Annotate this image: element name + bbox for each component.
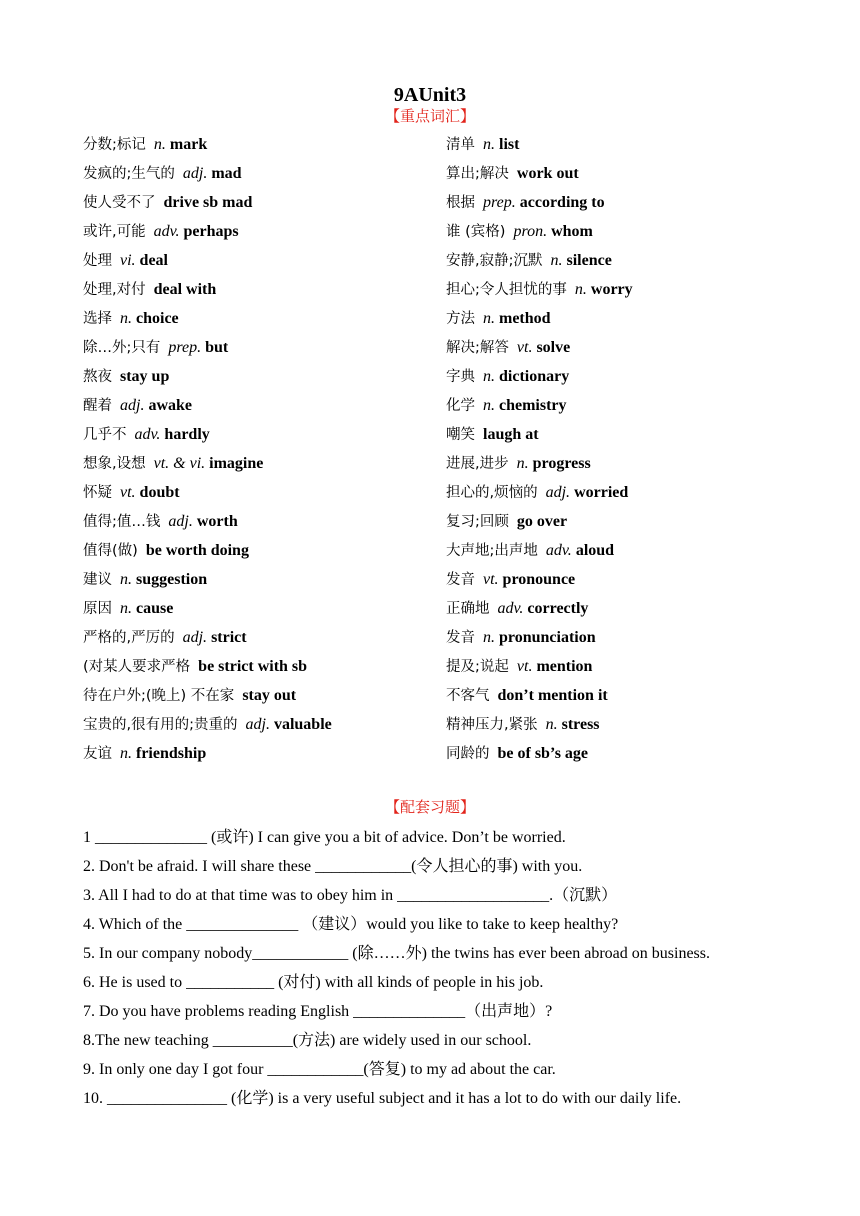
- vocab-part-of-speech: adj.: [545, 484, 571, 501]
- vocab-chinese: 字典: [446, 369, 475, 385]
- vocab-english: aloud: [575, 542, 615, 559]
- vocab-english: work out: [516, 165, 579, 182]
- vocab-entry: [446, 308, 826, 337]
- vocab-chinese: 怀疑: [83, 485, 112, 501]
- vocab-entry: [446, 569, 826, 598]
- vocab-part-of-speech: adj.: [120, 397, 145, 414]
- vocab-english: drive sb mad: [163, 194, 253, 211]
- vocab-part-of-speech: vi.: [120, 252, 136, 269]
- exercise-item: 9. In only one day I got four ____________(答复) to my ad about the car.: [83, 1061, 556, 1078]
- vocab-entry: [83, 424, 453, 453]
- vocab-entry: [446, 482, 826, 511]
- vocab-chinese: 或许,可能: [83, 224, 146, 240]
- vocab-part-of-speech: adv.: [497, 600, 524, 617]
- vocab-part-of-speech: n.: [516, 455, 529, 472]
- vocab-entry: [446, 685, 826, 714]
- vocab-english: doubt: [139, 484, 180, 501]
- vocab-english: stress: [561, 716, 600, 733]
- vocab-chinese: 想象,设想: [83, 456, 146, 472]
- vocab-chinese: 方法: [446, 311, 475, 327]
- vocab-entry: [83, 134, 453, 163]
- vocab-chinese: 醒着: [83, 398, 112, 414]
- vocab-part-of-speech: n.: [153, 136, 166, 153]
- vocab-chinese: 友谊: [83, 746, 112, 762]
- vocab-entry: [83, 395, 453, 424]
- vocab-english: mention: [536, 658, 593, 675]
- vocab-english: don’t mention it: [497, 687, 608, 704]
- vocab-english: go over: [516, 513, 568, 530]
- vocab-english: list: [499, 136, 520, 153]
- vocab-chinese: 原因: [83, 601, 112, 617]
- vocab-part-of-speech: n.: [120, 310, 132, 327]
- vocab-part-of-speech: vt.: [120, 484, 136, 501]
- vocab-entry: [83, 250, 453, 279]
- vocab-entry: [83, 366, 453, 395]
- vocab-chinese: 安静,寂静;沉默: [446, 253, 543, 269]
- vocab-part-of-speech: n.: [574, 281, 587, 298]
- vocab-chinese: 不客气: [446, 688, 490, 704]
- vocab-entry: [83, 308, 453, 337]
- vocab-part-of-speech: n.: [120, 571, 132, 588]
- vocab-chinese: 分数;标记: [83, 137, 146, 153]
- vocab-chinese: 建议: [83, 572, 112, 588]
- vocab-english: pronounce: [502, 571, 576, 588]
- vocab-english: worry: [590, 281, 633, 298]
- vocab-english: suggestion: [136, 571, 208, 588]
- vocab-entry: [446, 250, 826, 279]
- vocab-chinese: 担心;令人担忧的事: [446, 282, 567, 298]
- vocab-column-left: [83, 134, 453, 772]
- vocab-part-of-speech: adv.: [134, 426, 161, 443]
- vocab-chinese: 选择: [83, 311, 112, 327]
- vocab-english: but: [205, 339, 229, 356]
- vocab-chinese: 值得;值…钱: [83, 514, 161, 530]
- exercise-section-heading: 【配套习题】: [384, 798, 475, 816]
- vocab-entry: [446, 366, 826, 395]
- vocab-entry: [83, 743, 453, 772]
- vocab-part-of-speech: vt.: [516, 339, 533, 356]
- vocab-english: be of sb’s age: [497, 745, 589, 762]
- exercise-item: 8.The new teaching __________(方法) are widely used in our school.: [83, 1032, 532, 1049]
- vocab-entry: [83, 511, 453, 540]
- vocab-english: progress: [532, 455, 591, 472]
- vocab-part-of-speech: adv.: [545, 542, 572, 559]
- vocab-entry: [83, 569, 453, 598]
- exercise-item: 7. Do you have problems reading English ______________（出声地）?: [83, 1003, 553, 1020]
- vocab-entry: [446, 221, 826, 250]
- vocab-entry: [446, 395, 826, 424]
- vocab-chinese: (对某人要求严格: [83, 659, 191, 675]
- vocab-chinese: 处理: [83, 253, 112, 269]
- vocab-entry: [446, 627, 826, 656]
- vocab-entry: [446, 598, 826, 627]
- exercise-item: 6. He is used to ___________ (对付) with all kinds of people in his job.: [83, 974, 544, 991]
- vocab-chinese: 发音: [446, 630, 475, 646]
- vocab-part-of-speech: n.: [120, 745, 132, 762]
- vocab-entry: [83, 598, 453, 627]
- vocab-chinese: 待在户外;(晚上) 不在家: [83, 688, 235, 704]
- vocab-english: worried: [574, 484, 629, 501]
- vocab-part-of-speech: pron.: [513, 223, 548, 240]
- vocab-part-of-speech: n.: [483, 136, 495, 153]
- vocab-chinese: 大声地;出声地: [446, 543, 538, 559]
- vocab-chinese: 提及;说起: [446, 659, 509, 675]
- vocab-entry: [83, 627, 453, 656]
- exercise-list: [83, 827, 823, 1117]
- vocab-section-heading: 【重点词汇】: [384, 107, 475, 125]
- vocab-english: pronunciation: [499, 629, 596, 646]
- vocab-english: worth: [196, 513, 238, 530]
- vocab-entry: [446, 192, 826, 221]
- vocab-part-of-speech: n.: [483, 368, 495, 385]
- vocab-part-of-speech: n.: [550, 252, 563, 269]
- vocab-entry: [446, 656, 826, 685]
- vocab-english: awake: [148, 397, 193, 414]
- vocab-chinese: 熬夜: [83, 369, 112, 385]
- vocab-entry: [83, 163, 453, 192]
- vocab-chinese: 清单: [446, 137, 475, 153]
- vocab-english: stay out: [242, 687, 297, 704]
- vocab-english: imagine: [209, 455, 264, 472]
- vocab-english: laugh at: [483, 426, 539, 443]
- vocab-english: deal: [139, 252, 168, 269]
- vocab-chinese: 解决;解答: [446, 340, 509, 356]
- vocab-part-of-speech: n.: [545, 716, 558, 733]
- vocab-english: chemistry: [499, 397, 567, 414]
- vocab-part-of-speech: adv.: [153, 223, 180, 240]
- vocab-part-of-speech: adj.: [182, 165, 208, 182]
- vocab-entry: [83, 656, 453, 685]
- vocab-chinese: 担心的,烦恼的: [446, 485, 538, 501]
- vocab-chinese: 根据: [446, 195, 475, 211]
- vocab-entry: [83, 337, 453, 366]
- vocab-chinese: 精神压力,紧张: [446, 717, 538, 733]
- vocab-part-of-speech: n.: [120, 600, 132, 617]
- vocab-english: according to: [519, 194, 605, 211]
- vocab-entry: [446, 424, 826, 453]
- vocab-entry: [446, 453, 826, 482]
- vocab-english: silence: [566, 252, 612, 269]
- vocab-english: correctly: [527, 600, 589, 617]
- vocab-english: cause: [136, 600, 174, 617]
- vocab-entry: [83, 221, 453, 250]
- vocab-part-of-speech: adj.: [245, 716, 270, 733]
- vocab-english: whom: [551, 223, 593, 240]
- vocab-part-of-speech: adj.: [168, 513, 193, 530]
- vocab-chinese: 发疯的;生气的: [83, 166, 175, 182]
- vocab-part-of-speech: prep.: [168, 339, 202, 356]
- vocab-part-of-speech: vt. & vi.: [153, 455, 206, 472]
- vocab-chinese: 处理,对付: [83, 282, 146, 298]
- exercise-item: 10. _______________ (化学) is a very useful subject and it has a lot to do with our daily life.: [83, 1090, 682, 1107]
- vocab-part-of-speech: prep.: [483, 194, 516, 211]
- vocab-entry: [446, 511, 826, 540]
- vocab-part-of-speech: vt.: [516, 658, 533, 675]
- vocab-english: dictionary: [499, 368, 570, 385]
- vocab-english: be strict with sb: [198, 658, 308, 675]
- exercise-item: 3. All I had to do at that time was to obey him in ___________________.（沉默）: [83, 887, 618, 904]
- vocab-entry: [446, 279, 826, 308]
- vocab-entry: [446, 540, 826, 569]
- vocab-english: solve: [536, 339, 571, 356]
- vocab-english: perhaps: [183, 223, 239, 240]
- exercise-item: 5. In our company nobody____________ (除……外) the twins has ever been abroad on business.: [83, 945, 711, 962]
- vocab-entry: [83, 482, 453, 511]
- vocab-chinese: 发音: [446, 572, 475, 588]
- vocab-chinese: 进展,进步: [446, 456, 509, 472]
- vocab-chinese: 宝贵的,很有用的;贵重的: [83, 717, 238, 733]
- exercise-item: 4. Which of the ______________ （建议）would you like to take to keep healthy?: [83, 916, 619, 933]
- vocab-chinese: 正确地: [446, 601, 490, 617]
- vocab-part-of-speech: adj.: [182, 629, 208, 646]
- vocab-english: choice: [136, 310, 179, 327]
- vocab-entry: [446, 743, 826, 772]
- vocab-chinese: 算出;解决: [446, 166, 509, 182]
- exercise-item: 2. Don't be afraid. I will share these ____________(令人担心的事) with you.: [83, 858, 583, 875]
- vocab-chinese: 几乎不: [83, 427, 127, 443]
- vocab-english: deal with: [153, 281, 217, 298]
- vocab-chinese: 嘲笑: [446, 427, 475, 443]
- vocab-english: hardly: [164, 426, 210, 443]
- vocab-chinese: 严格的,严厉的: [83, 630, 175, 646]
- vocab-entry: [83, 685, 453, 714]
- document-title: 9AUnit3: [393, 84, 467, 106]
- vocab-entry: [83, 714, 453, 743]
- vocab-entry: [446, 714, 826, 743]
- vocab-entry: [83, 453, 453, 482]
- vocab-part-of-speech: n.: [483, 397, 495, 414]
- vocab-english: mad: [211, 165, 242, 182]
- vocab-english: mark: [169, 136, 208, 153]
- vocab-entry: [83, 279, 453, 308]
- vocab-entry: [446, 337, 826, 366]
- vocab-part-of-speech: n.: [483, 629, 495, 646]
- vocab-english: friendship: [136, 745, 207, 762]
- vocab-chinese: 同龄的: [446, 746, 490, 762]
- vocab-entry: [83, 192, 453, 221]
- vocab-english: strict: [211, 629, 247, 646]
- vocab-chinese: 值得(做): [83, 543, 138, 559]
- vocab-english: valuable: [273, 716, 332, 733]
- vocab-chinese: 化学: [446, 398, 475, 414]
- vocab-english: be worth doing: [145, 542, 249, 559]
- vocab-column-right: [446, 134, 826, 772]
- vocab-english: stay up: [120, 368, 170, 385]
- exercise-item: 1 ______________ (或许) I can give you a bit of advice. Don’t be worried.: [83, 829, 566, 846]
- vocab-entry: [446, 163, 826, 192]
- vocab-part-of-speech: vt.: [483, 571, 499, 588]
- vocab-entry: [83, 540, 453, 569]
- vocab-english: method: [499, 310, 551, 327]
- vocab-chinese: 谁 (宾格): [446, 224, 506, 240]
- vocab-chinese: 使人受不了: [83, 195, 156, 211]
- vocab-chinese: 复习;回顾: [446, 514, 509, 530]
- vocab-chinese: 除…外;只有: [83, 340, 161, 356]
- vocab-entry: [446, 134, 826, 163]
- vocab-part-of-speech: n.: [483, 310, 495, 327]
